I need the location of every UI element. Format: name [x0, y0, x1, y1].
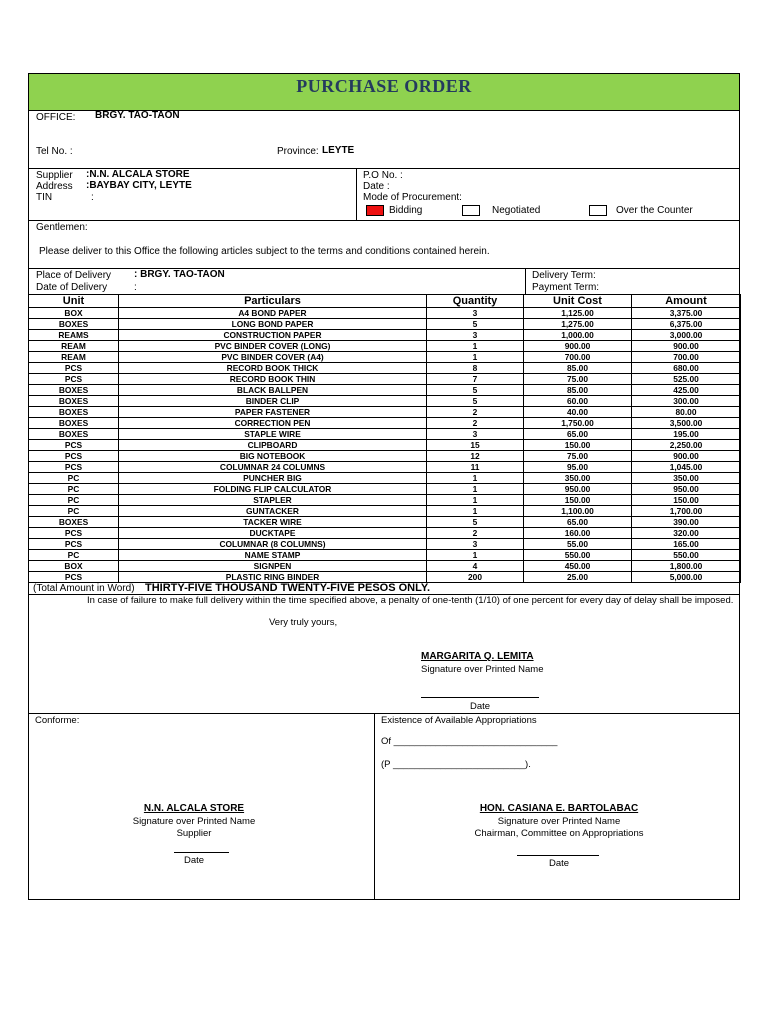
cell-particulars: PVC BINDER COVER (LONG): [119, 341, 427, 352]
cell-quantity: 5: [427, 517, 524, 528]
cell-amount: 1,800.00: [632, 561, 741, 572]
table-row: [29, 539, 741, 550]
divider: [29, 220, 739, 221]
cell-unit: REAMS: [29, 330, 119, 341]
cell-particulars: STAPLE WIRE: [119, 429, 427, 440]
supplier-value: :N.N. ALCALA STORE: [86, 169, 190, 180]
cell-amount: 6,375.00: [632, 319, 741, 330]
purchase-order-form: [28, 73, 740, 900]
cell-particulars: BIG NOTEBOOK: [119, 451, 427, 462]
signature-line: [421, 697, 539, 698]
address-value: :BAYBAY CITY, LEYTE: [86, 180, 192, 191]
column-header-quantity: Quantity: [427, 295, 524, 308]
table-row: [29, 363, 741, 374]
bidding-checkbox[interactable]: [366, 205, 384, 216]
cell-quantity: 2: [427, 407, 524, 418]
cell-quantity: 1: [427, 352, 524, 363]
cell-quantity: 8: [427, 363, 524, 374]
cell-particulars: BLACK BALLPEN: [119, 385, 427, 396]
cell-quantity: 1: [427, 495, 524, 506]
signatory-date-label: Date: [470, 701, 491, 712]
divider: [525, 268, 526, 294]
column-header-unit-cost: Unit Cost: [524, 295, 632, 308]
cell-particulars: COLUMNAR 24 COLUMNS: [119, 462, 427, 473]
cell-unit-cost: 65.00: [524, 429, 632, 440]
signatory-name: MARGARITA Q. LEMITA: [421, 651, 534, 662]
column-header-particulars: Particulars: [119, 295, 427, 308]
cell-unit: PCS: [29, 451, 119, 462]
province-value: LEYTE: [322, 145, 355, 156]
cell-unit: PC: [29, 550, 119, 561]
cell-quantity: 5: [427, 385, 524, 396]
cell-particulars: A4 BOND PAPER: [119, 308, 427, 319]
cell-unit: PC: [29, 495, 119, 506]
closing-text: Very truly yours,: [269, 617, 338, 628]
cell-unit: BOXES: [29, 517, 119, 528]
cell-unit-cost: 25.00: [524, 572, 632, 583]
cell-amount: 2,250.00: [632, 440, 741, 451]
table-row: [29, 506, 741, 517]
cell-unit: PCS: [29, 440, 119, 451]
cell-quantity: 3: [427, 330, 524, 341]
cell-quantity: 12: [427, 451, 524, 462]
cell-quantity: 1: [427, 484, 524, 495]
po-number-label: P.O No. :: [363, 170, 403, 181]
page-title: PURCHASE ORDER: [296, 76, 472, 96]
column-header-unit: Unit: [29, 295, 119, 308]
cell-unit: PCS: [29, 363, 119, 374]
cell-amount: 1,045.00: [632, 462, 741, 473]
appropriations-caption: Signature over Printed Name: [497, 816, 621, 827]
conforme-role: Supplier: [176, 828, 212, 839]
cell-particulars: RECORD BOOK THIN: [119, 374, 427, 385]
cell-quantity: 1: [427, 506, 524, 517]
cell-amount: 425.00: [632, 385, 741, 396]
table-row: [29, 385, 741, 396]
table-row: [29, 330, 741, 341]
tel-label: Tel No. :: [36, 146, 73, 157]
cell-amount: 900.00: [632, 451, 741, 462]
cell-unit-cost: 1,100.00: [524, 506, 632, 517]
cell-unit-cost: 550.00: [524, 550, 632, 561]
divider: [356, 168, 357, 220]
instruction-text: Please deliver to this Office the following articles subject to the terms and conditions contained herein.: [39, 246, 490, 257]
cell-unit-cost: 95.00: [524, 462, 632, 473]
cell-unit-cost: 950.00: [524, 484, 632, 495]
cell-particulars: TACKER WIRE: [119, 517, 427, 528]
cell-amount: 950.00: [632, 484, 741, 495]
cell-amount: 5,000.00: [632, 572, 741, 583]
table-row: [29, 319, 741, 330]
cell-unit-cost: 1,000.00: [524, 330, 632, 341]
cell-particulars: RECORD BOOK THICK: [119, 363, 427, 374]
table-row: [29, 517, 741, 528]
cell-amount: 700.00: [632, 352, 741, 363]
cell-unit: BOXES: [29, 407, 119, 418]
cell-quantity: 1: [427, 473, 524, 484]
cell-particulars: STAPLER: [119, 495, 427, 506]
cell-amount: 350.00: [632, 473, 741, 484]
cell-unit-cost: 55.00: [524, 539, 632, 550]
cell-particulars: PVC BINDER COVER (A4): [119, 352, 427, 363]
cell-unit: BOX: [29, 561, 119, 572]
cell-unit: BOXES: [29, 396, 119, 407]
gentlemen-label: Gentlemen:: [36, 222, 88, 233]
items-table: [28, 294, 741, 583]
over-the-counter-label: Over the Counter: [616, 205, 693, 216]
table-row: [29, 429, 741, 440]
conforme-date-label: Date: [183, 855, 205, 866]
cell-particulars: NAME STAMP: [119, 550, 427, 561]
cell-unit: PCS: [29, 374, 119, 385]
cell-quantity: 200: [427, 572, 524, 583]
cell-quantity: 3: [427, 308, 524, 319]
date-of-delivery-label: Date of Delivery: [36, 282, 108, 293]
province-label: Province:: [277, 146, 319, 157]
appropriations-amount-line: (P _________________________).: [381, 759, 531, 770]
cell-quantity: 5: [427, 319, 524, 330]
cell-amount: 300.00: [632, 396, 741, 407]
table-row: [29, 572, 741, 583]
total-in-words-value: THIRTY-FIVE THOUSAND TWENTY-FIVE PESOS ONLY.: [145, 582, 431, 594]
table-row: [29, 528, 741, 539]
cell-particulars: GUNTACKER: [119, 506, 427, 517]
address-label: Address: [36, 181, 73, 192]
cell-particulars: CORRECTION PEN: [119, 418, 427, 429]
cell-amount: 3,375.00: [632, 308, 741, 319]
office-label: OFFICE:: [36, 112, 76, 123]
cell-unit-cost: 75.00: [524, 374, 632, 385]
conforme-name: N.N. ALCALA STORE: [143, 803, 245, 814]
cell-unit: BOX: [29, 308, 119, 319]
table-row: [29, 451, 741, 462]
cell-amount: 150.00: [632, 495, 741, 506]
cell-amount: 550.00: [632, 550, 741, 561]
signature-line: [174, 852, 229, 853]
cell-unit-cost: 900.00: [524, 341, 632, 352]
cell-amount: 1,700.00: [632, 506, 741, 517]
cell-quantity: 5: [427, 396, 524, 407]
cell-unit-cost: 160.00: [524, 528, 632, 539]
cell-unit-cost: 75.00: [524, 451, 632, 462]
cell-particulars: COLUMNAR (8 COLUMNS): [119, 539, 427, 550]
cell-unit-cost: 85.00: [524, 363, 632, 374]
cell-unit-cost: 1,750.00: [524, 418, 632, 429]
total-in-words-label: (Total Amount in Word): [33, 583, 135, 594]
supplier-label: Supplier: [36, 170, 73, 181]
po-date-label: Date :: [363, 181, 390, 192]
penalty-clause: In case of failure to make full delivery within the time specified above, a penalty of one-tenth (1/10) of one percent for every day of delay shall be imposed.: [87, 595, 734, 606]
cell-unit-cost: 350.00: [524, 473, 632, 484]
cell-unit: BOXES: [29, 418, 119, 429]
cell-amount: 390.00: [632, 517, 741, 528]
cell-amount: 165.00: [632, 539, 741, 550]
divider: [374, 713, 375, 899]
cell-amount: 900.00: [632, 341, 741, 352]
cell-unit: REAM: [29, 352, 119, 363]
cell-quantity: 3: [427, 539, 524, 550]
cell-unit-cost: 450.00: [524, 561, 632, 572]
signature-line: [517, 855, 599, 856]
cell-quantity: 2: [427, 528, 524, 539]
table-row: [29, 341, 741, 352]
cell-particulars: SIGNPEN: [119, 561, 427, 572]
cell-unit-cost: 40.00: [524, 407, 632, 418]
table-row: [29, 495, 741, 506]
table-row: [29, 418, 741, 429]
cell-unit: PCS: [29, 528, 119, 539]
cell-unit-cost: 1,275.00: [524, 319, 632, 330]
table-row: [29, 462, 741, 473]
conforme-label: Conforme:: [35, 715, 80, 726]
cell-unit-cost: 85.00: [524, 385, 632, 396]
table-row: [29, 407, 741, 418]
bidding-label: Bidding: [389, 205, 423, 216]
cell-quantity: 2: [427, 418, 524, 429]
cell-amount: 80.00: [632, 407, 741, 418]
cell-quantity: 1: [427, 341, 524, 352]
cell-unit: PCS: [29, 572, 119, 583]
cell-particulars: FOLDING FLIP CALCULATOR: [119, 484, 427, 495]
cell-particulars: LONG BOND PAPER: [119, 319, 427, 330]
signatory-caption: Signature over Printed Name: [421, 664, 544, 675]
cell-unit-cost: 60.00: [524, 396, 632, 407]
table-row: [29, 484, 741, 495]
cell-amount: 680.00: [632, 363, 741, 374]
cell-unit-cost: 700.00: [524, 352, 632, 363]
cell-quantity: 7: [427, 374, 524, 385]
cell-unit-cost: 65.00: [524, 517, 632, 528]
cell-quantity: 11: [427, 462, 524, 473]
place-of-delivery-value: : BRGY. TAO-TAON: [134, 269, 225, 280]
payment-term-label: Payment Term:: [532, 282, 600, 293]
table-row: [29, 550, 741, 561]
tin-value: :: [91, 192, 94, 203]
appropriations-label: Existence of Available Appropriations: [381, 715, 537, 726]
cell-unit: BOXES: [29, 319, 119, 330]
table-row: [29, 440, 741, 451]
office-value: BRGY. TAO-TAON: [95, 110, 180, 121]
mode-of-procurement-label: Mode of Procurement:: [363, 192, 462, 203]
appropriations-of-line: Of _______________________________: [381, 736, 558, 747]
cell-unit: PCS: [29, 539, 119, 550]
cell-unit-cost: 150.00: [524, 440, 632, 451]
cell-quantity: 3: [427, 429, 524, 440]
cell-unit-cost: 1,125.00: [524, 308, 632, 319]
table-row: [29, 561, 741, 572]
cell-amount: 525.00: [632, 374, 741, 385]
cell-particulars: DUCKTAPE: [119, 528, 427, 539]
cell-unit: BOXES: [29, 429, 119, 440]
table-row: [29, 308, 741, 319]
cell-quantity: 15: [427, 440, 524, 451]
cell-amount: 3,500.00: [632, 418, 741, 429]
cell-unit-cost: 150.00: [524, 495, 632, 506]
cell-particulars: CLIPBOARD: [119, 440, 427, 451]
cell-unit: REAM: [29, 341, 119, 352]
title-bar: [29, 74, 739, 111]
cell-amount: 195.00: [632, 429, 741, 440]
cell-unit: PC: [29, 506, 119, 517]
cell-amount: 3,000.00: [632, 330, 741, 341]
cell-quantity: 4: [427, 561, 524, 572]
negotiated-checkbox[interactable]: [462, 205, 480, 216]
conforme-caption: Signature over Printed Name: [132, 816, 256, 827]
appropriations-date-label: Date: [548, 858, 570, 869]
cell-unit: BOXES: [29, 385, 119, 396]
cell-particulars: PAPER FASTENER: [119, 407, 427, 418]
cell-unit: PCS: [29, 462, 119, 473]
over-the-counter-checkbox[interactable]: [589, 205, 607, 216]
negotiated-label: Negotiated: [492, 205, 541, 216]
appropriations-role: Chairman, Committee on Appropriations: [474, 828, 644, 839]
column-header-amount: Amount: [632, 295, 741, 308]
appropriations-name: HON. CASIANA E. BARTOLABAC: [479, 803, 639, 814]
cell-unit: PC: [29, 473, 119, 484]
cell-particulars: PLASTIC RING BINDER: [119, 572, 427, 583]
cell-particulars: PUNCHER BIG: [119, 473, 427, 484]
cell-unit: PC: [29, 484, 119, 495]
table-row: [29, 374, 741, 385]
delivery-term-label: Delivery Term:: [532, 270, 596, 281]
date-of-delivery-value: :: [134, 282, 137, 293]
divider: [29, 713, 739, 714]
table-row: [29, 473, 741, 484]
cell-particulars: BINDER CLIP: [119, 396, 427, 407]
cell-particulars: CONSTRUCTION PAPER: [119, 330, 427, 341]
place-of-delivery-label: Place of Delivery: [36, 270, 112, 281]
cell-quantity: 1: [427, 550, 524, 561]
table-row: [29, 396, 741, 407]
tin-label: TIN: [36, 192, 53, 203]
table-row: [29, 352, 741, 363]
cell-amount: 320.00: [632, 528, 741, 539]
